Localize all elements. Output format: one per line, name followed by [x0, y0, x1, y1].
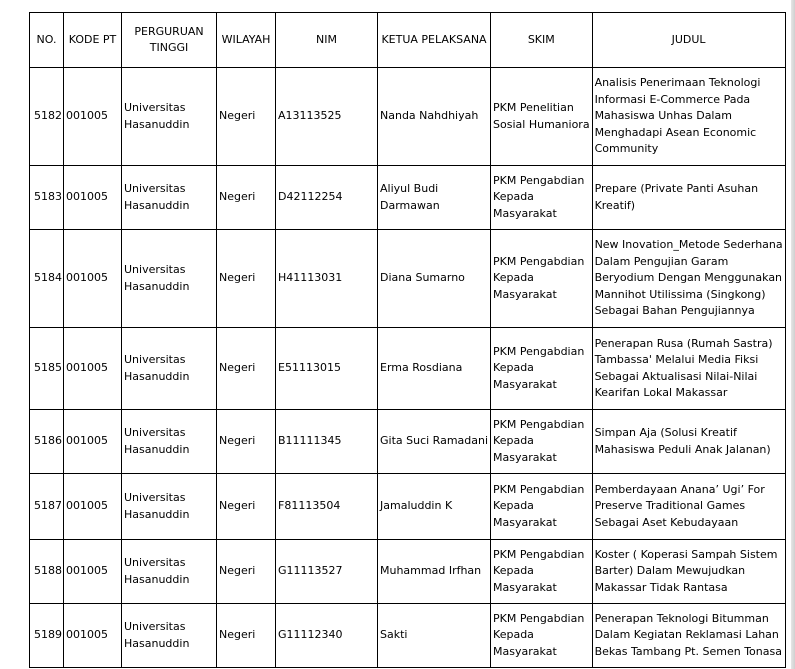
- cell-line: New Inovation_Metode Sederhana: [594, 238, 783, 252]
- cell-line: Simpan Aja (Solusi Kreatif: [594, 426, 737, 440]
- cell-line: Hasanuddin: [124, 279, 190, 293]
- cell-line: Kearifan Lokal Makassar: [594, 385, 728, 399]
- cell-nim: E51113015: [276, 328, 378, 410]
- cell-ketua-pelaksana: [378, 166, 491, 230]
- cell-line: Dalam Pengujian Garam: [594, 254, 729, 268]
- cell-nim: G11112340: [276, 604, 378, 668]
- header-skim: SKIM: [491, 13, 593, 68]
- cell-no: 5187: [30, 474, 64, 540]
- cell-wilayah: Negeri: [217, 68, 276, 166]
- cell-perguruan-tinggi: [122, 328, 217, 410]
- cell-line: Hasanuddin: [124, 442, 190, 456]
- cell-line: Tambassa' Melalui Media Fiksi: [594, 353, 759, 367]
- cell-line: Kepada: [493, 499, 534, 513]
- cell-ketua-pelaksana: [378, 230, 491, 328]
- pkm-table: [29, 12, 786, 668]
- cell-line: Bekas Tambang Pt. Semen Tonasa: [594, 644, 782, 658]
- cell-line: Masyarakat: [493, 515, 557, 529]
- cell-line: Universitas: [124, 263, 186, 277]
- table-row: [30, 328, 786, 410]
- cell-wilayah: Negeri: [217, 540, 276, 604]
- cell-line: Kepada: [493, 271, 534, 285]
- table-row: [30, 540, 786, 604]
- header-judul: JUDUL: [592, 13, 785, 68]
- cell-kode-pt: 001005: [64, 604, 122, 668]
- cell-kode-pt: 001005: [64, 230, 122, 328]
- cell-wilayah: Negeri: [217, 328, 276, 410]
- cell-skim: [491, 230, 593, 328]
- cell-line: PKM Penelitian: [493, 101, 574, 115]
- cell-no: 5188: [30, 540, 64, 604]
- cell-wilayah: Negeri: [217, 474, 276, 540]
- cell-line: Erma Rosdiana: [380, 361, 463, 375]
- cell-judul: [592, 166, 785, 230]
- cell-skim: [491, 166, 593, 230]
- table-row: [30, 166, 786, 230]
- cell-line: PKM Pengabdian: [493, 344, 585, 358]
- cell-nim: D42112254: [276, 166, 378, 230]
- cell-line: Masyarakat: [493, 450, 557, 464]
- cell-kode-pt: 001005: [64, 540, 122, 604]
- cell-wilayah: Negeri: [217, 230, 276, 328]
- cell-line: Jamaluddin K: [380, 499, 453, 513]
- cell-skim: [491, 68, 593, 166]
- cell-line: PKM Pengabdian: [493, 611, 585, 625]
- cell-no: 5183: [30, 166, 64, 230]
- cell-line: Masyarakat: [493, 287, 557, 301]
- header-nim: NIM: [276, 13, 378, 68]
- cell-line: Hasanuddin: [124, 117, 190, 131]
- cell-line: Analisis Penerimaan Teknologi: [594, 76, 761, 90]
- cell-line: Menghadapi Asean Economic: [594, 125, 757, 139]
- cell-line: Universitas: [124, 426, 186, 440]
- cell-kode-pt: 001005: [64, 328, 122, 410]
- table-row: [30, 68, 786, 166]
- cell-perguruan-tinggi: [122, 68, 217, 166]
- cell-line: Penerapan Teknologi Bitumman: [594, 611, 769, 625]
- cell-line: Hasanuddin: [124, 198, 190, 212]
- cell-line: Mahasiswa Unhas Dalam: [594, 109, 732, 123]
- header-no: NO.: [30, 13, 64, 68]
- cell-line: Nanda Nahdhiyah: [380, 109, 479, 123]
- cell-wilayah: Negeri: [217, 166, 276, 230]
- cell-line: Sebagai Bahan Pengujiannya: [594, 304, 755, 318]
- cell-line: Hasanuddin: [124, 369, 190, 383]
- cell-line: Masyarakat: [493, 206, 557, 220]
- cell-line: Sebagai Aktualisasi Nilai-Nilai: [594, 369, 758, 383]
- cell-judul: [592, 328, 785, 410]
- cell-kode-pt: 001005: [64, 68, 122, 166]
- cell-perguruan-tinggi: [122, 540, 217, 604]
- cell-line: Penerapan Rusa (Rumah Sastra): [594, 336, 773, 350]
- header-wilayah: WILAYAH: [217, 13, 276, 68]
- cell-line: Mannihot Utilissima (Singkong): [594, 287, 766, 301]
- cell-line: Kepada: [493, 190, 534, 204]
- cell-line: Kepada: [493, 628, 534, 642]
- cell-ketua-pelaksana: [378, 474, 491, 540]
- cell-wilayah: Negeri: [217, 604, 276, 668]
- cell-line: Muhammad Irfhan: [380, 564, 482, 578]
- cell-kode-pt: 001005: [64, 474, 122, 540]
- cell-judul: [592, 68, 785, 166]
- page-edge: [791, 0, 795, 669]
- cell-line: PKM Pengabdian: [493, 173, 585, 187]
- cell-no: 5186: [30, 410, 64, 474]
- cell-line: Universitas: [124, 620, 186, 634]
- cell-nim: H41113031: [276, 230, 378, 328]
- table-row: [30, 604, 786, 668]
- table-row: [30, 410, 786, 474]
- cell-no: 5182: [30, 68, 64, 166]
- cell-line: Makassar Tidak Rantasa: [594, 580, 728, 594]
- cell-nim: F81113504: [276, 474, 378, 540]
- header-perguruan-tinggi: [122, 13, 217, 68]
- cell-nim: A13113525: [276, 68, 378, 166]
- cell-perguruan-tinggi: [122, 410, 217, 474]
- cell-line: Universitas: [124, 353, 186, 367]
- cell-line: Masyarakat: [493, 377, 557, 391]
- cell-line: Pemberdayaan Anana’ Ugi’ For: [594, 482, 765, 496]
- cell-line: Kreatif): [594, 198, 636, 212]
- cell-line: PKM Pengabdian: [493, 254, 585, 268]
- cell-perguruan-tinggi: [122, 166, 217, 230]
- cell-kode-pt: 001005: [64, 166, 122, 230]
- cell-line: Hasanuddin: [124, 507, 190, 521]
- cell-line: Prepare (Private Panti Asuhan: [594, 182, 759, 196]
- cell-perguruan-tinggi: [122, 474, 217, 540]
- cell-line: Preserve Traditional Games: [594, 499, 746, 513]
- cell-line: Universitas: [124, 556, 186, 570]
- cell-line: Sosial Humaniora: [493, 117, 590, 131]
- header-perguruan-line2: TINGGI: [149, 41, 189, 54]
- cell-line: Universitas: [124, 182, 186, 196]
- header-perguruan-line1: PERGURUAN: [134, 24, 204, 38]
- cell-kode-pt: 001005: [64, 410, 122, 474]
- cell-perguruan-tinggi: [122, 604, 217, 668]
- cell-judul: [592, 474, 785, 540]
- cell-line: Masyarakat: [493, 580, 557, 594]
- cell-line: Darmawan: [380, 198, 440, 212]
- cell-line: PKM Pengabdian: [493, 547, 585, 561]
- cell-line: Barter) Dalam Mewujudkan: [594, 564, 746, 578]
- cell-judul: [592, 604, 785, 668]
- cell-skim: [491, 328, 593, 410]
- cell-line: Aliyul Budi: [380, 182, 439, 196]
- cell-nim: G11113527: [276, 540, 378, 604]
- header-ketua-pelaksana: KETUA PELAKSANA: [378, 13, 491, 68]
- cell-line: PKM Pengabdian: [493, 417, 585, 431]
- cell-line: Kepada: [493, 434, 534, 448]
- header-row: [30, 13, 786, 68]
- cell-no: 5184: [30, 230, 64, 328]
- cell-line: Gita Suci Ramadani: [380, 434, 489, 448]
- cell-ketua-pelaksana: [378, 540, 491, 604]
- cell-line: Dalam Kegiatan Reklamasi Lahan: [594, 628, 779, 642]
- cell-skim: [491, 540, 593, 604]
- cell-line: Universitas: [124, 101, 186, 115]
- header-kode-pt: KODE PT: [64, 13, 122, 68]
- cell-line: Sakti: [380, 628, 408, 642]
- cell-line: Kepada: [493, 564, 534, 578]
- cell-line: Mahasiswa Peduli Anak Jalanan): [594, 442, 771, 456]
- cell-ketua-pelaksana: [378, 604, 491, 668]
- table-row: [30, 474, 786, 540]
- cell-ketua-pelaksana: [378, 68, 491, 166]
- cell-no: 5189: [30, 604, 64, 668]
- cell-line: Hasanuddin: [124, 572, 190, 586]
- cell-nim: B11111345: [276, 410, 378, 474]
- cell-judul: [592, 410, 785, 474]
- cell-line: Beryodium Dengan Menggunakan: [594, 271, 783, 285]
- cell-line: Masyarakat: [493, 644, 557, 658]
- cell-line: Informasi E-Commerce Pada: [594, 92, 751, 106]
- cell-judul: [592, 540, 785, 604]
- cell-skim: [491, 474, 593, 540]
- cell-line: Kepada: [493, 361, 534, 375]
- cell-ketua-pelaksana: [378, 410, 491, 474]
- cell-ketua-pelaksana: [378, 328, 491, 410]
- cell-line: Sebagai Aset Kebudayaan: [594, 515, 739, 529]
- table-row: [30, 230, 786, 328]
- cell-perguruan-tinggi: [122, 230, 217, 328]
- cell-line: Diana Sumarno: [380, 271, 465, 285]
- cell-line: Universitas: [124, 491, 186, 505]
- cell-line: Hasanuddin: [124, 636, 190, 650]
- cell-wilayah: Negeri: [217, 410, 276, 474]
- cell-skim: [491, 410, 593, 474]
- cell-line: Koster ( Koperasi Sampah Sistem: [594, 547, 778, 561]
- cell-no: 5185: [30, 328, 64, 410]
- cell-line: PKM Pengabdian: [493, 482, 585, 496]
- cell-judul: [592, 230, 785, 328]
- cell-line: Community: [594, 142, 659, 156]
- cell-skim: [491, 604, 593, 668]
